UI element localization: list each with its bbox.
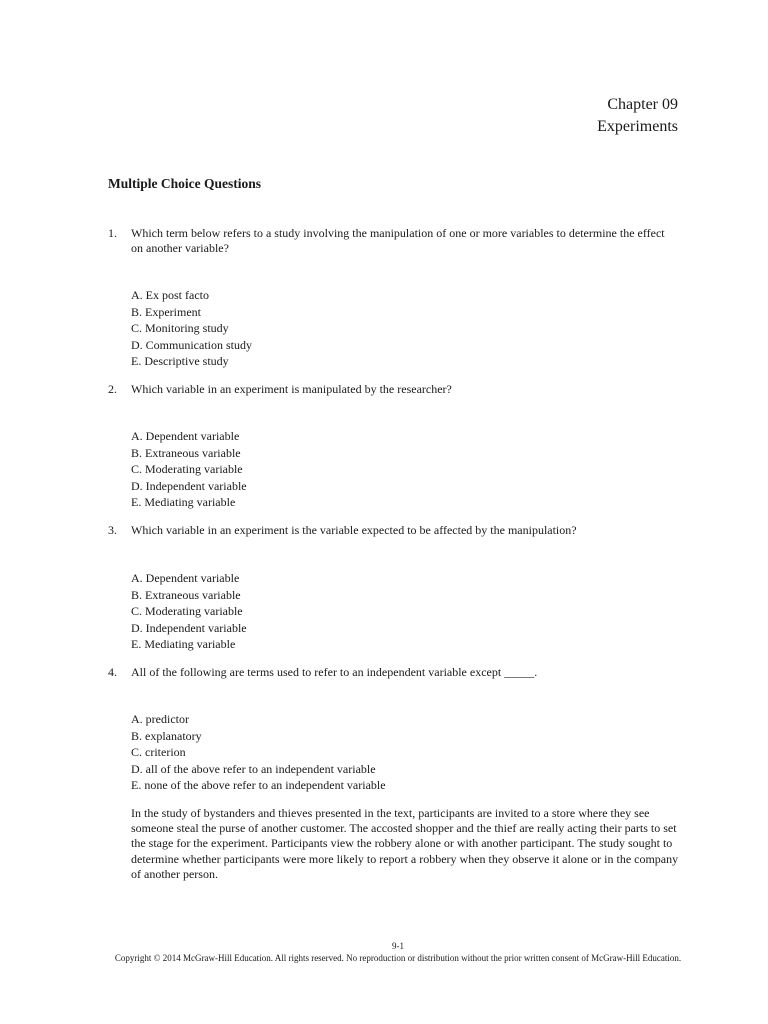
option-d: D. Communication study — [131, 337, 252, 352]
option-a: A. Dependent variable — [131, 571, 240, 585]
question-number: 4. — [108, 665, 117, 679]
option-a: A. predictor — [131, 712, 189, 726]
option-a: A. Ex post facto — [131, 288, 209, 302]
option-b: B. Extraneous variable — [131, 587, 241, 602]
option-c: C. Moderating variable — [131, 462, 243, 477]
question-text: All of the following are terms used to refer to an independent variable except _____. — [131, 665, 538, 679]
question-2 — [108, 382, 668, 397]
option-c: C. Moderating variable — [131, 604, 243, 619]
option-c: C. criterion — [131, 745, 186, 760]
question-text: Which term below refers to a study involving the manipulation of one or more variables to determine the effect on another variable? — [131, 226, 665, 255]
option-c: C. Monitoring study — [131, 321, 229, 336]
question-text: Which variable in an experiment is the variable expected to be affected by the manipulation? — [131, 523, 577, 537]
scenario-passage: In the study of bystanders and thieves presented in the text, participants are invited to a store where they see someone steal the purse of another customer. The accosted shopper and the thief are really acting their parts to set the stage for the experiment. Participants view the robbery alone or with another participant. The study sought to determine whether participants were more likely to report a robbery when they observe it alone or in the company of another person. — [131, 806, 679, 881]
option-e: E. Mediating variable — [131, 637, 236, 652]
option-d: D. all of the above refer to an independent variable — [131, 761, 376, 776]
option-b: B. Extraneous variable — [131, 445, 241, 460]
option-b: B. Experiment — [131, 304, 201, 319]
question-3 — [108, 523, 668, 538]
page-number: 9-1 — [392, 941, 404, 951]
question-number: 1. — [108, 226, 117, 240]
question-text: Which variable in an experiment is manipulated by the researcher? — [131, 382, 452, 396]
question-4 — [108, 665, 668, 680]
question-2-options — [131, 428, 247, 511]
copyright-notice: Copyright © 2014 McGraw-Hill Education. All rights reserved. No reproduction or distribution without the prior written consent of McGraw-Hill Education. — [114, 953, 682, 963]
option-d: D. Independent variable — [131, 620, 247, 635]
question-4-options — [131, 711, 386, 794]
question-3-options — [131, 570, 247, 653]
question-1-options — [131, 287, 252, 370]
option-e: E. Descriptive study — [131, 354, 229, 369]
question-1 — [108, 226, 668, 256]
option-a: A. Dependent variable — [131, 429, 240, 443]
option-d: D. Independent variable — [131, 478, 247, 493]
section-title: Multiple Choice Questions — [108, 176, 262, 191]
option-b: B. explanatory — [131, 728, 202, 743]
chapter-number: Chapter 09 — [607, 96, 678, 113]
question-number: 3. — [108, 523, 117, 537]
question-number: 2. — [108, 382, 117, 396]
chapter-heading — [597, 94, 678, 138]
option-e: E. none of the above refer to an independent variable — [131, 778, 386, 793]
chapter-title: Experiments — [597, 118, 678, 135]
option-e: E. Mediating variable — [131, 495, 236, 510]
